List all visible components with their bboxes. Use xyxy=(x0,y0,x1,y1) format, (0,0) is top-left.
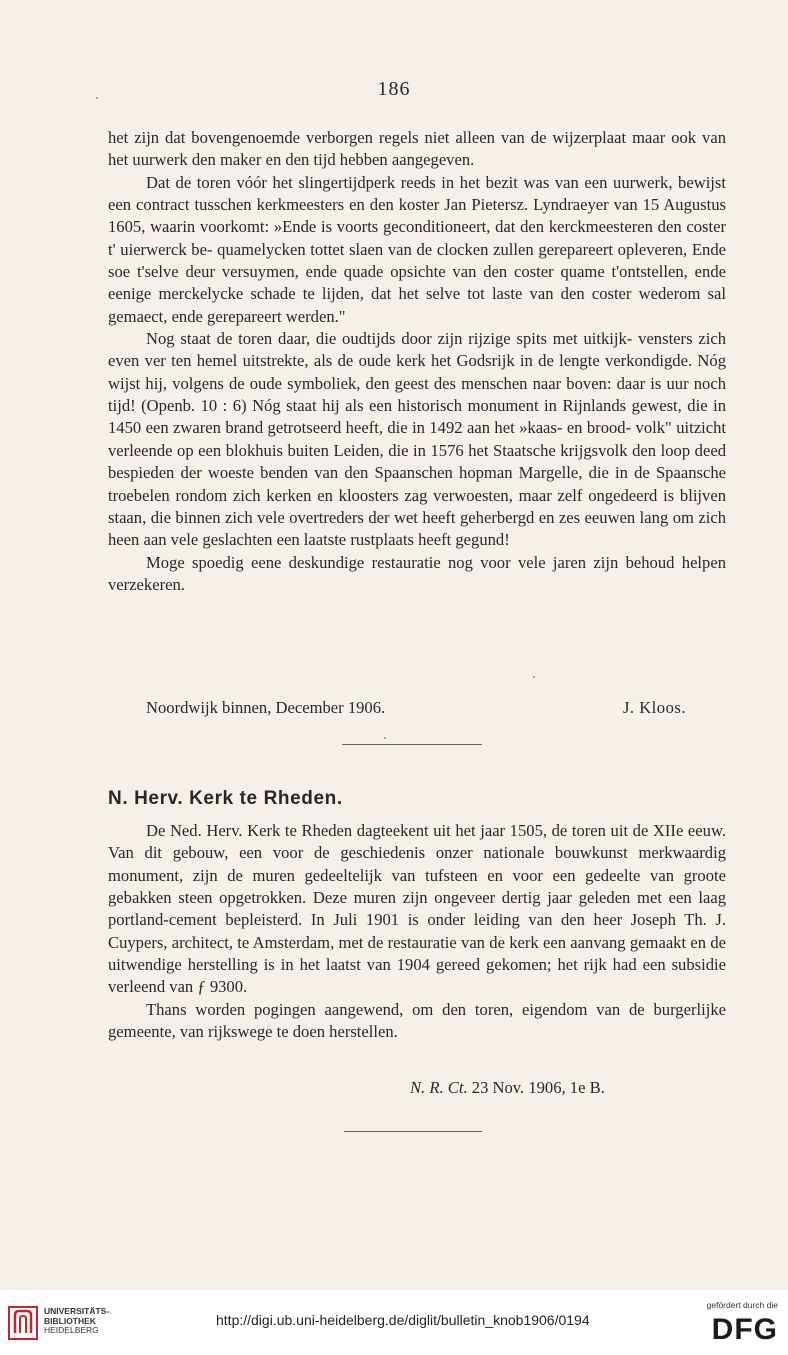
paragraph: Nog staat de toren daar, die oudtijds door zijn rijzige spits met uitkijk- vensters zich even ver ten hemel uitstrekte, als de oude kerk het Godsrijk in de lengte verkondigde. Nóg wijst hij, volgens de oude symboliek, den geest des menschen naar boven: daar is uur noch tijd! (Openb. 10 : 6) Nóg staat hij als een historisch monument in Rijnlands gewest, die in 1450 een zwaren brand getrotseerd heeft, die in 1492 aan het »kaas- en brood- volk" uitzicht verleende op een blokhuis buiten Leiden, die in 1576 het Staatsche krijgsvolk den loop deed bespieden der woeste benden van den Spaanschen hopman Margelle, die in de Spaansche troebelen rondom zich kerken en kloosters zag verwoesten, maar zelf ongedeerd is blijven staan, die binnen zich vele overtreders der wet heeft geherbergd en zes eeuwen lang om zich heen aan vele geslachten een laatste rustplaats heeft gegund! xyxy=(108,329,726,550)
library-logo-icon xyxy=(8,1306,38,1340)
page-number: 186 xyxy=(377,78,411,100)
paragraph: Dat de toren vóór het slingertijdperk reeds in het bezit was van een uurwerk, bewijst een contract tusschen kerkmeesters en den koster Jan Pietersz. Lyndraeyer van 15 Augustus 1605, waarin voorkomt: »Ende is voorts geconditioneert, dat den kerckmeesteren den coster t' uierwerck be- quamelycken tottet slaen van de clocken zullen gerepareert opleveren, Ende soe t'selve deur versuymen, ende quade opsichte van den coster quame t'ontstellen, ende eenige merckelycke schade te lijden, dat het selve tot laste van den coster wederom sal gemaect, ende gerepareert werden." xyxy=(108,172,726,326)
digitization-footer xyxy=(0,1290,788,1355)
place-date: Noordwijk binnen, December 1906. xyxy=(146,698,386,717)
author-name: J. Kloos. xyxy=(622,698,686,717)
section-heading: N. Herv. Kerk te Rheden. xyxy=(108,788,343,809)
section-divider xyxy=(342,744,482,745)
paper-speck xyxy=(96,97,98,99)
source-journal: N. R. Ct. xyxy=(410,1078,468,1097)
library-name: UNIVERSITÄTS- BIBLIOTHEK HEIDELBERG xyxy=(44,1306,110,1335)
paragraph: Moge spoedig eene deskundige restauratie nog voor vele jaren zijn behoud helpen verzekeren. xyxy=(108,552,726,594)
funded-by-label: gefördert durch die xyxy=(706,1300,778,1310)
paragraph: Thans worden pogingen aangewend, om den toren, eigendom van de burgerlijke gemeente, van rijkswege te doen herstellen. xyxy=(108,999,726,1042)
permalink-url[interactable]: http://digi.ub.uni-heidelberg.de/diglit/bulletin_knob1906/0194 xyxy=(216,1312,590,1328)
article-body xyxy=(108,820,726,1043)
source-citation xyxy=(410,1078,605,1098)
dfg-logo: DFG xyxy=(711,1313,778,1346)
paper-speck xyxy=(384,737,386,739)
paragraph: het zijn dat bovengenoemde verborgen regels niet alleen van de wijzerplaat maar ook van het uurwerk den maker en den tijd hebben aangegeven. xyxy=(108,128,726,170)
article-continuation xyxy=(108,127,726,596)
source-date: 23 Nov. 1906, 1e B. xyxy=(471,1078,605,1097)
end-divider xyxy=(344,1131,482,1132)
paragraph: De Ned. Herv. Kerk te Rheden dagteekent uit het jaar 1505, de toren uit de XIIe eeuw. Van dit gebouw, een voor de geschiedenis onzer nationale bouwkunst merkwaardig monument, zijn de muren gedeeltelijk van tufsteen en voor een gedeelte van groote gebakken steen opgetrokken. Deze muren zijn ongeveer dertig jaar geleden met een laag portland-cement bepleisterd. In Juli 1901 is onder leiding van den heer Joseph Th. J. Cuypers, architect, te Amsterdam, met de restauratie van de kerk een aanvang gemaakt en de uitwendige herstelling is in het laatst van 1904 gereed gekomen; het rijk had een subsidie verleend van ƒ 9300. xyxy=(108,821,726,997)
paper-speck xyxy=(533,676,535,678)
